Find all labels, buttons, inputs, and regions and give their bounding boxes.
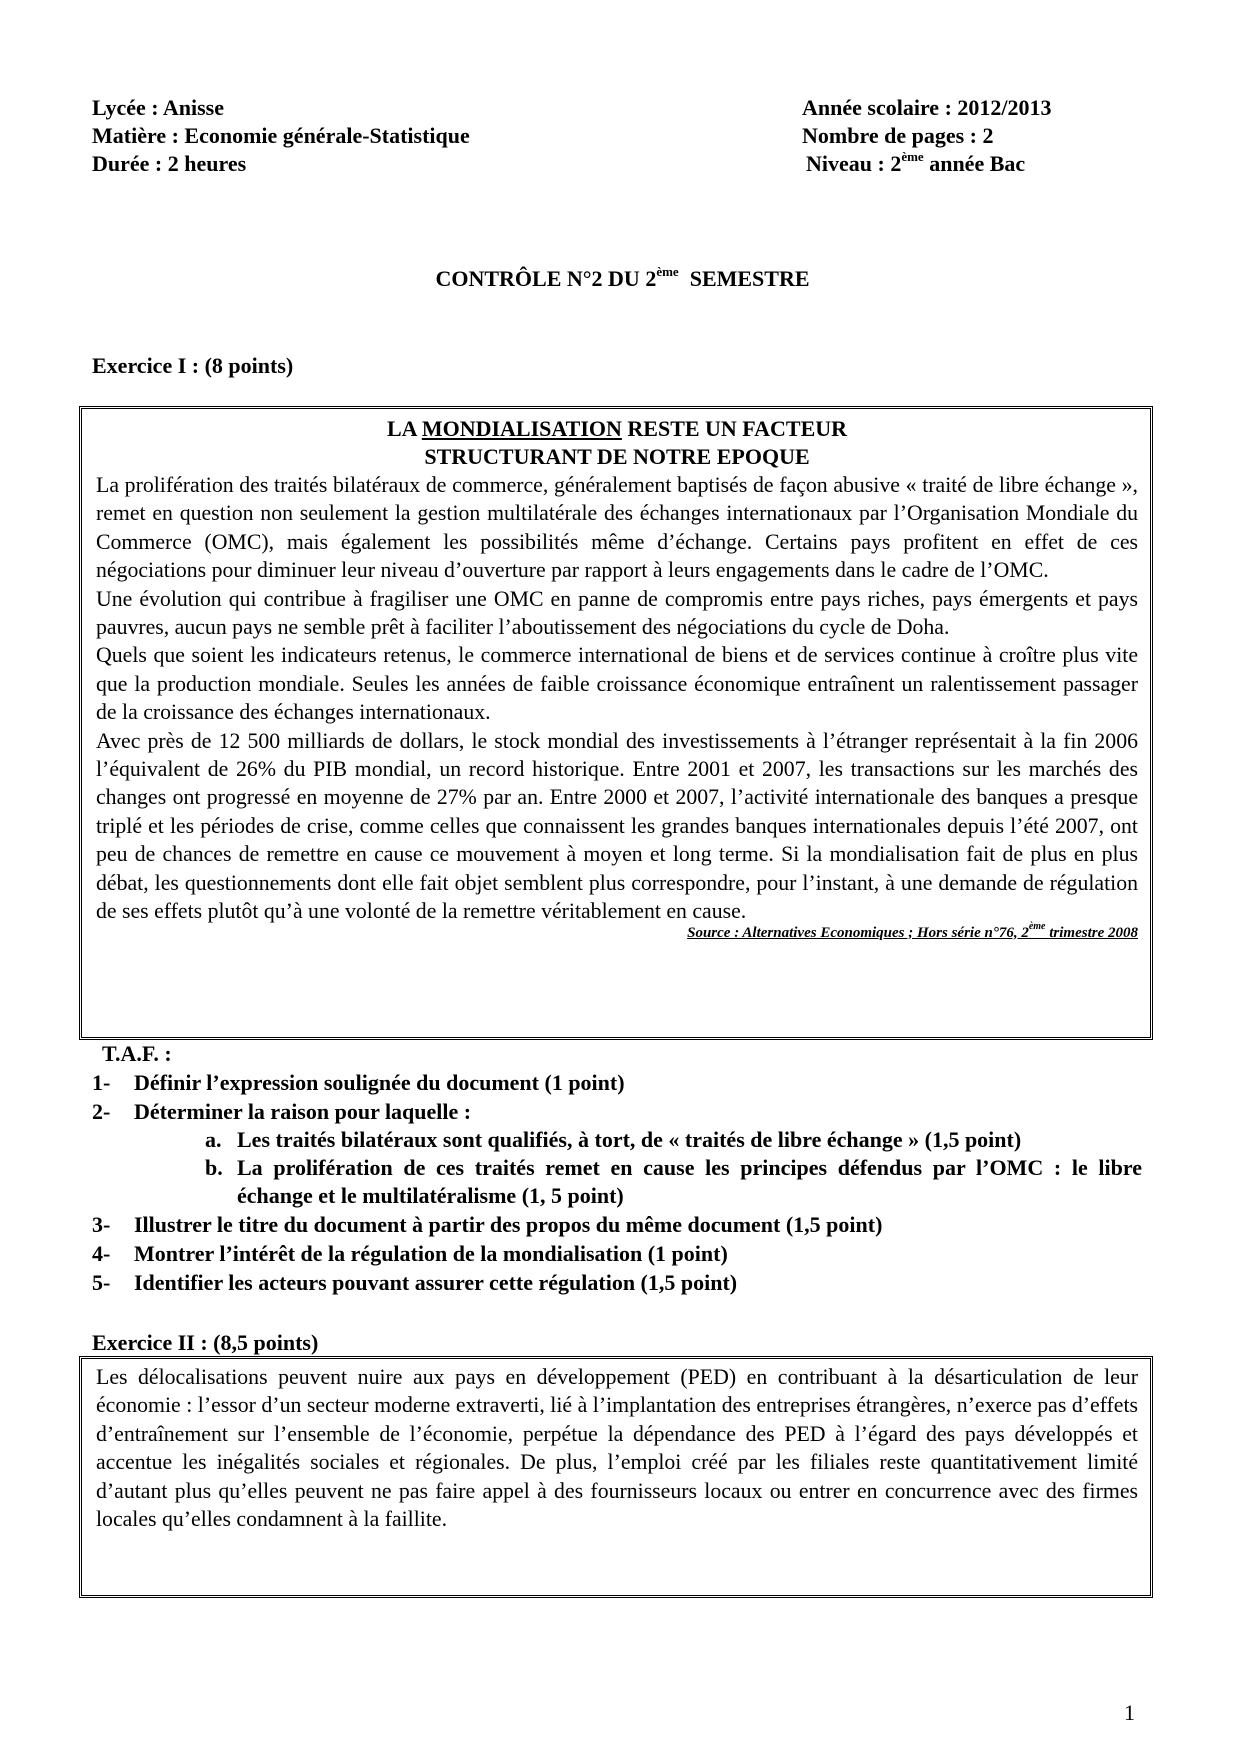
exercise-2-document (79, 1356, 1153, 1598)
question-item: 1- Définir l’expression soulignée du document (1 point) (92, 1070, 625, 1095)
document-source: Source : Alternatives Economiques ; Hors série n°76, 2ème trimestre 2008 (687, 920, 1138, 941)
page-title: CONTRÔLE N°2 DU 2ème SEMESTRE (435, 263, 810, 291)
document-paragraph: Une évolution qui contribue à fragiliser une OMC en panne de compromis entre pays riches, pays émergents et pays pauvres, aucun pays ne semble prêt à faciliter l’aboutissement des négociations du cycle de Doha. (96, 586, 1138, 640)
exercise-2-heading: Exercice II : (8,5 points) (92, 1330, 319, 1355)
question-item: 2- Déterminer la raison pour laquelle : (92, 1099, 472, 1124)
sub-question-item: a. Les traités bilatéraux sont qualifiés, à tort, de « traités de libre échange » (1,5 point) (205, 1127, 1022, 1152)
duration: Durée : 2 heures (92, 151, 247, 176)
school-name: Lycée : Anisse (92, 95, 224, 120)
question-list (92, 1068, 1142, 1297)
underlined-term: MONDIALISATION (421, 416, 622, 441)
sub-question-item: b. La prolifération de ces traités remet en cause les principes défendus par l’OMC : le libre échange et le multilatéralisme (1, 5 point) (205, 1155, 1142, 1208)
level: Niveau : 2ème année Bac (806, 148, 1026, 176)
taf-label: T.A.F. : (102, 1041, 172, 1066)
page-number: 1 (1124, 1700, 1135, 1725)
document-title: LA MONDIALISATION RESTE UN FACTEUR STRUCTURANT DE NOTRE EPOQUE (386, 416, 848, 469)
exercise-1-document (79, 406, 1153, 1040)
school-year: Année scolaire : 2012/2013 (802, 95, 1052, 120)
question-item: 4- Montrer l’intérêt de la régulation de la mondialisation (1 point) (92, 1241, 728, 1266)
exercise-1-heading: Exercice I : (8 points) (92, 353, 294, 378)
document-paragraph: Quels que soient les indicateurs retenus, le commerce international de biens et de services continue à croître plus vite que la production mondiale. Seules les années de faible croissance économique entraînent un ralentissement passager de la croissance des échanges internationaux. (96, 643, 1138, 725)
page-count: Nombre de pages : 2 (802, 123, 994, 148)
header-left (92, 94, 470, 178)
document-paragraph: Les délocalisations peuvent nuire aux pays en développement (PED) en contribuant à la désarticulation de leur économie : l’essor d’un secteur moderne extraverti, lié à l’implantation des entreprises étrangères, n’exerce pas d’effets d’entraînement sur l’ensemble de l’économie, perpétue la dépendance des PED à l’égard des pays développés et accentue les inégalités sociales et régionales. De plus, l’emploi créé par les filiales reste quantitativement limité d’autant plus qu’elles peuvent ne pas faire appel à des fournisseurs locaux ou entrer en concurrence avec des firmes locales qu’elles condamnent à la faillite. (96, 1365, 1138, 1532)
question-item: 5- Identifier les acteurs pouvant assurer cette régulation (1,5 point) (92, 1270, 738, 1295)
question-item: 3- Illustrer le titre du document à partir des propos du même document (1,5 point) (92, 1212, 883, 1237)
sub-question-list (92, 1126, 1142, 1210)
document-paragraph: Avec près de 12 500 milliards de dollars, le stock mondial des investissements à l’étranger représentait à la fin 2006 l’équivalent de 26% du PIB mondial, un record historique. Entre 2001 et 2007, les transactions sur les marchés des changes ont progressé en moyenne de 27% par an. Entre 2000 et 2007, l’activité internationale des banques a presque triplé et les périodes de crise, comme celles que connaissent les grandes banques internationales depuis l’été 2007, ont peu de chances de remettre en cause ce mouvement à moyen et long terme. Si la mondialisation fait de plus en plus débat, les questionnements dont elle fait objet semblent plus correspondre, pour l’instant, à une demande de régulation de ses effets plutôt qu’à une volonté de la remettre véritablement en cause. (96, 728, 1138, 924)
document-paragraph: La prolifération des traités bilatéraux de commerce, généralement baptisés de façon abusive « traité de libre échange », remet en question non seulement la gestion multilatérale des échanges internationaux par l’Organisation Mondiale du Commerce (OMC), mais également les possibilités même d’échange. Certains pays profitent en effet de ces négociations pour diminuer leur niveau d’ouverture par rapport à leurs engagements dans le cadre de l’OMC. (96, 473, 1138, 583)
subject: Matière : Economie générale-Statistique (92, 123, 470, 148)
header-right (802, 94, 1052, 178)
